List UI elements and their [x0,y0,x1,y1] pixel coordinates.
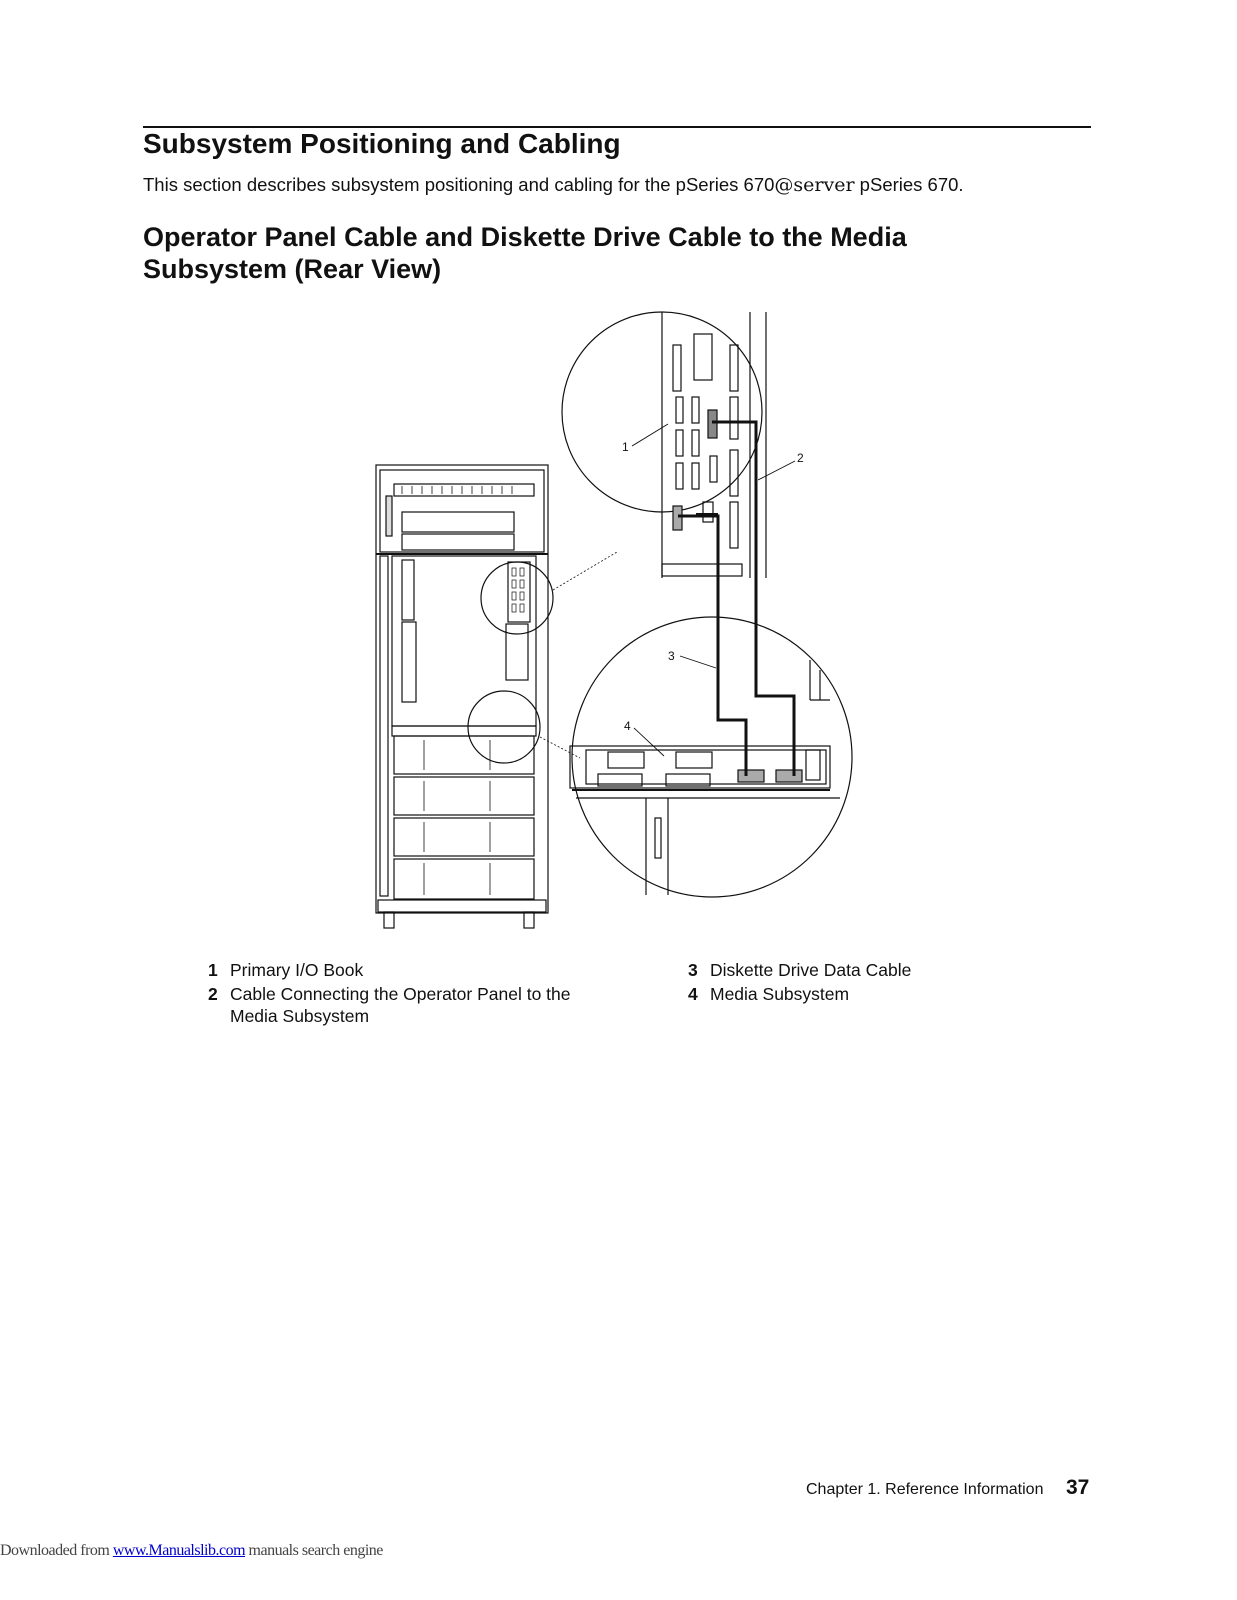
download-banner: Downloaded from www.Manualslib.com manuals search engine [0,1542,383,1559]
page-number: 37 [1066,1476,1090,1499]
page-heading: Subsystem Positioning and Cabling [143,128,621,159]
rack-cabling-figure [360,300,860,940]
intro-text: This section describes subsystem positioning and cabling for the pSeries 670 [143,174,775,195]
intro-paragraph [143,174,964,196]
footer-chapter: Chapter 1. Reference Information [806,1481,1044,1498]
media-subsystem-detail [570,617,852,897]
cables [678,422,794,776]
callouts [632,424,795,756]
rack-illustration [376,465,617,928]
io-book-detail [562,312,766,578]
callout-4: 4 [624,719,631,733]
intro-text-end: pSeries 670. [854,174,964,195]
eserver-logo: @server [774,174,855,196]
callout-2: 2 [797,451,804,465]
callout-1: 1 [622,440,629,454]
section-subheading: Operator Panel Cable and Diskette Drive Cable to the Media Subsystem (Rear View) [143,222,907,284]
callout-3: 3 [668,649,675,663]
manualslib-link[interactable]: www.Manualslib.com [112,1542,246,1559]
